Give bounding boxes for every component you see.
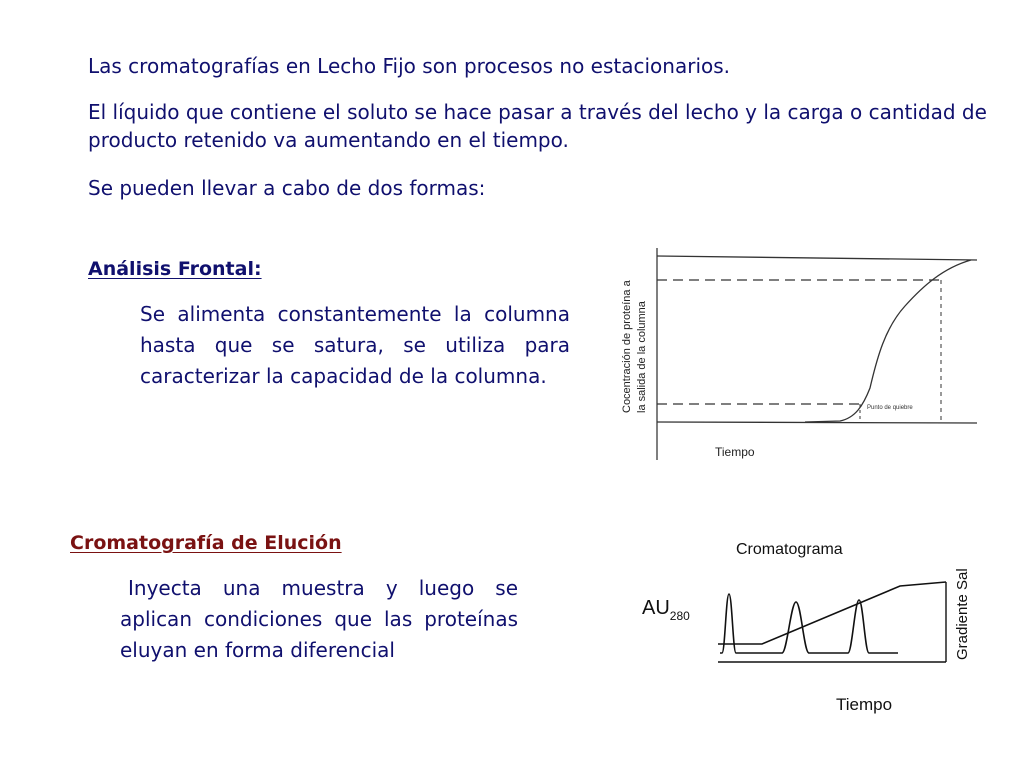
- frontal-breakthrough-figure: [605, 228, 985, 468]
- frontal-xlabel: Tiempo: [715, 445, 755, 459]
- elution-y2label: Gradiente Sal: [954, 568, 971, 660]
- frontal-top-line: [657, 256, 977, 260]
- elution-body: Inyecta una muestra y luego se aplican condiciones que las proteínas eluyan en forma diferencial: [120, 576, 518, 662]
- elution-heading: Cromatografía de Elución: [70, 532, 342, 554]
- frontal-ylabel-line2: la salida de la columna: [636, 301, 648, 413]
- intro-line-3: Se pueden llevar a cabo de dos formas:: [88, 176, 486, 200]
- frontal-breakthrough-curve: [805, 260, 971, 422]
- elution-chromatogram-figure: [640, 530, 980, 720]
- frontal-body: Se alimenta constantemente la columna hasta que se satura, se utiliza para caracterizar la capacidad de la columna.: [140, 302, 570, 388]
- frontal-annotation: Punto de quiebre: [867, 405, 913, 411]
- frontal-ylabel-line1: Cocentración de proteína a: [621, 280, 633, 413]
- elution-gradient-line: [718, 582, 946, 644]
- elution-ylabel: $AU_{280}$: [642, 597, 690, 623]
- elution-title: Cromatograma: [736, 541, 843, 558]
- elution-xlabel: Tiempo: [836, 695, 893, 714]
- frontal-heading: Análisis Frontal:: [88, 258, 262, 280]
- intro-line-1: Las cromatografías en Lecho Fijo son procesos no estacionarios.: [88, 54, 731, 78]
- intro-paragraph-2: El líquido que contiene el soluto se hace pasar a través del lecho y la carga o cantidad de producto retenido va aumentando en el tiempo.: [88, 100, 987, 152]
